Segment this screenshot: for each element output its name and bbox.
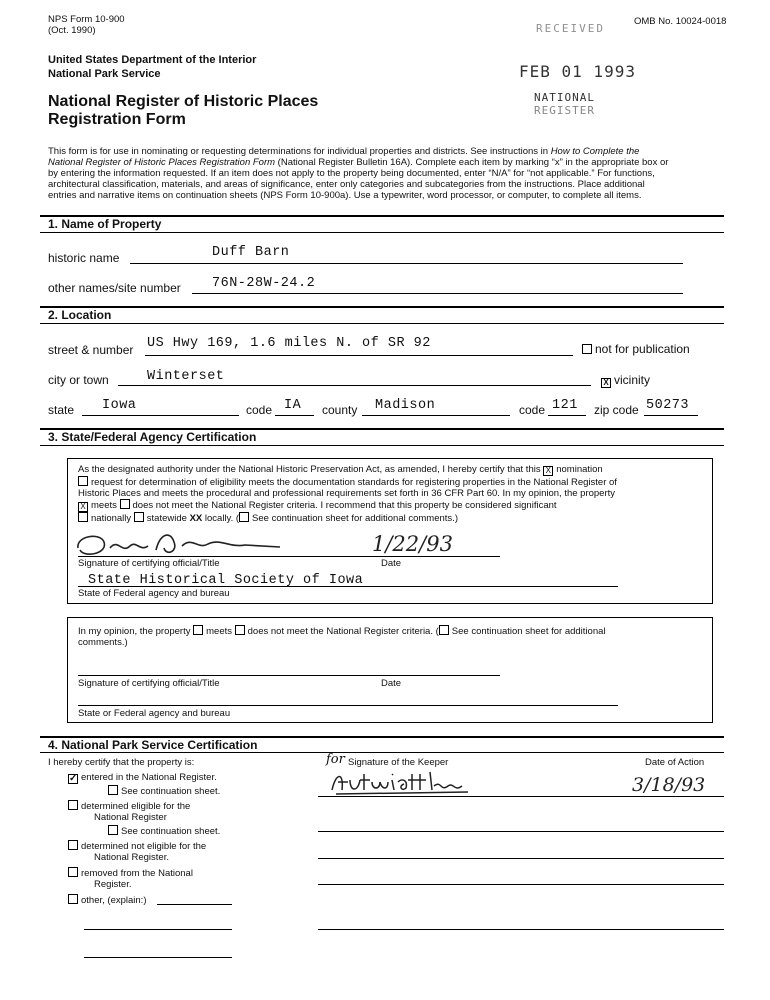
- explain-line-1: [84, 929, 232, 930]
- historic-name-label: historic name: [48, 251, 120, 265]
- keeper-line-4: [318, 884, 724, 885]
- keeper-line-3: [318, 858, 724, 859]
- eligible-continuation[interactable]: See continuation sheet.: [108, 825, 220, 837]
- action-date: 3/18/93: [632, 774, 706, 796]
- other-option[interactable]: other, (explain:): [68, 894, 146, 906]
- stamp-date: FEB 01 1993: [519, 62, 636, 81]
- street-value[interactable]: US Hwy 169, 1.6 miles N. of SR 92: [147, 336, 431, 351]
- stamp-register: REGISTER: [534, 104, 595, 117]
- county-value[interactable]: Madison: [375, 398, 436, 413]
- section2-rule: [40, 323, 724, 324]
- not-for-publication[interactable]: [582, 342, 690, 356]
- signature-line: [78, 556, 500, 557]
- county-code-value[interactable]: 121: [552, 398, 578, 413]
- form-number: NPS Form 10-900: [48, 14, 125, 25]
- opinion-text: In my opinion, the property meets does not meet the National Register criteria. ( See continuation sheet for additional comments.): [78, 626, 606, 648]
- signature-line-2: [78, 675, 500, 676]
- date-label: Date: [381, 558, 402, 569]
- street-line: [145, 355, 573, 356]
- state-code-line: [275, 415, 314, 416]
- section4-rule: [40, 752, 724, 753]
- service: National Park Service: [48, 68, 161, 80]
- eligible-continuation-checkbox[interactable]: [108, 825, 118, 835]
- nomination-checkbox[interactable]: X: [543, 466, 553, 476]
- keeper-line-1: [318, 796, 724, 797]
- signature-label: Signature of certifying official/Title: [78, 558, 220, 569]
- signed-date: 1/22/93: [372, 532, 453, 556]
- eligible-option[interactable]: determined eligible for the: [68, 800, 190, 812]
- department: United States Department of the Interior: [48, 54, 257, 66]
- explain-line-2: [84, 957, 232, 958]
- agency-line: [78, 586, 618, 587]
- request-checkbox[interactable]: [78, 476, 88, 486]
- does-not-meet-checkbox[interactable]: [120, 499, 130, 509]
- agency-label: State of Federal agency and bureau: [78, 588, 230, 599]
- form-title-line2: Registration Form: [48, 111, 186, 128]
- section3-heading: 3. State/Federal Agency Certification: [48, 430, 257, 444]
- nationally-checkbox[interactable]: [78, 512, 88, 522]
- opinion-continuation-checkbox[interactable]: [439, 625, 449, 635]
- agency-value[interactable]: State Historical Society of Iowa: [88, 573, 364, 588]
- keeper-signature: [328, 768, 478, 798]
- section1-rule: [40, 232, 724, 233]
- not-eligible-checkbox[interactable]: [68, 840, 78, 850]
- zip-label: zip code: [594, 403, 639, 417]
- opinion-does-not-meet-checkbox[interactable]: [235, 625, 245, 635]
- state-code-value[interactable]: IA: [284, 398, 302, 413]
- eligible-option-line2: National Register: [94, 812, 167, 823]
- opinion-meets-checkbox[interactable]: [193, 625, 203, 635]
- other-names-line: [192, 293, 683, 294]
- other-line: [157, 904, 232, 905]
- not-for-publication-label: not for publication: [595, 342, 690, 356]
- entered-continuation[interactable]: See continuation sheet.: [108, 785, 220, 797]
- section3-rule: [40, 445, 724, 446]
- entered-label: entered in the National Register.: [81, 772, 217, 783]
- section2-heading: 2. Location: [48, 308, 112, 322]
- zip-line: [644, 415, 698, 416]
- city-value[interactable]: Winterset: [147, 369, 225, 384]
- vicinity[interactable]: [601, 373, 650, 388]
- continuation-checkbox[interactable]: [239, 512, 249, 522]
- keeper-label: Signature of the Keeper: [348, 757, 449, 768]
- action-label: Date of Action: [645, 757, 705, 768]
- not-eligible-option[interactable]: determined not eligible for the: [68, 840, 206, 852]
- state-line: [82, 415, 239, 416]
- for-mark: for: [326, 752, 345, 767]
- street-label: street & number: [48, 343, 134, 357]
- state-label: state: [48, 403, 75, 417]
- entered-checkbox[interactable]: ✓: [69, 773, 78, 784]
- not-for-publication-checkbox[interactable]: [582, 344, 592, 354]
- statewide-checkbox[interactable]: [134, 512, 144, 522]
- county-code-line: [548, 415, 586, 416]
- county-label: county: [322, 403, 358, 417]
- section1-heading: 1. Name of Property: [48, 217, 162, 231]
- section2-top-rule: [40, 306, 724, 308]
- keeper-line-5: [318, 929, 724, 930]
- county-code-label: code: [519, 403, 546, 417]
- received-stamp: RECEIVED: [536, 22, 605, 35]
- vicinity-checkbox[interactable]: X: [601, 378, 611, 388]
- section4-heading: 4. National Park Service Certification: [48, 738, 258, 752]
- locally-mark: XX: [189, 513, 203, 524]
- form-date: (Oct. 1990): [48, 25, 96, 36]
- keeper-line-2: [318, 831, 724, 832]
- county-line: [362, 415, 510, 416]
- entered-option[interactable]: [68, 772, 217, 784]
- state-certification-text: As the designated authority under the National Historic Preservation Act, as amended, I hereby certify that this X nomination request for determination of eligibility meets the documentation standards for registering properties in the National Register of Historic Places and meets the procedural and professional requirements set forth in 36 CFR Part 60. In my opinion, the property X meets does not meet the National Register criteria. I recommend that this property be considered significant nationally statewide XX locally. ( See continuation sheet for additional comments.): [78, 464, 617, 524]
- historic-name-line: [130, 263, 683, 264]
- removed-option-line2: Register.: [94, 879, 132, 890]
- other-names-label: other names/site number: [48, 281, 181, 295]
- signature-label-2: Signature of certifying official/Title: [78, 678, 220, 689]
- removed-checkbox[interactable]: [68, 867, 78, 877]
- omb-number: OMB No. 10024-0018: [634, 16, 727, 27]
- not-eligible-option-line2: National Register.: [94, 852, 169, 863]
- state-code-label: code: [246, 403, 273, 417]
- entered-continuation-checkbox[interactable]: [108, 785, 118, 795]
- vicinity-label: vicinity: [614, 373, 651, 387]
- meets-checkbox[interactable]: X: [78, 502, 88, 512]
- stamp-national: NATIONAL: [534, 91, 595, 104]
- other-names-value[interactable]: 76N-28W-24.2: [212, 276, 316, 291]
- certify-label: I hereby certify that the property is:: [48, 757, 195, 768]
- state-value[interactable]: Iowa: [102, 398, 137, 413]
- form-title-line1: National Register of Historic Places: [48, 93, 319, 110]
- zip-value[interactable]: 50273: [646, 398, 690, 413]
- city-label: city or town: [48, 373, 109, 387]
- other-checkbox[interactable]: [68, 894, 78, 904]
- removed-option[interactable]: removed from the National: [68, 867, 193, 879]
- instructions: This form is for use in nominating or requesting determinations for individual properties and districts. See instructions in How to Complete the National Register of Historic Places Registration Form (National Register Bulletin 16A). Complete each item by marking “x” in the appropriate box or by entering the information requested. If an item does not apply to the property being documented, enter “N/A” for “not applicable.” For functions, architectural classification, materials, and areas of significance, enter only categories and subcategories from the instructions. Place additional entries and narrative items on continuation sheets (NPS Form 10-900a). Use a typewriter, word processor, or computer, to complete all items.: [48, 146, 669, 201]
- date-label-2: Date: [381, 678, 402, 689]
- historic-name-value[interactable]: Duff Barn: [212, 245, 290, 260]
- city-line: [118, 385, 591, 386]
- agency-label-2: State or Federal agency and bureau: [78, 708, 231, 719]
- eligible-checkbox[interactable]: [68, 800, 78, 810]
- agency-line-2: [78, 705, 618, 706]
